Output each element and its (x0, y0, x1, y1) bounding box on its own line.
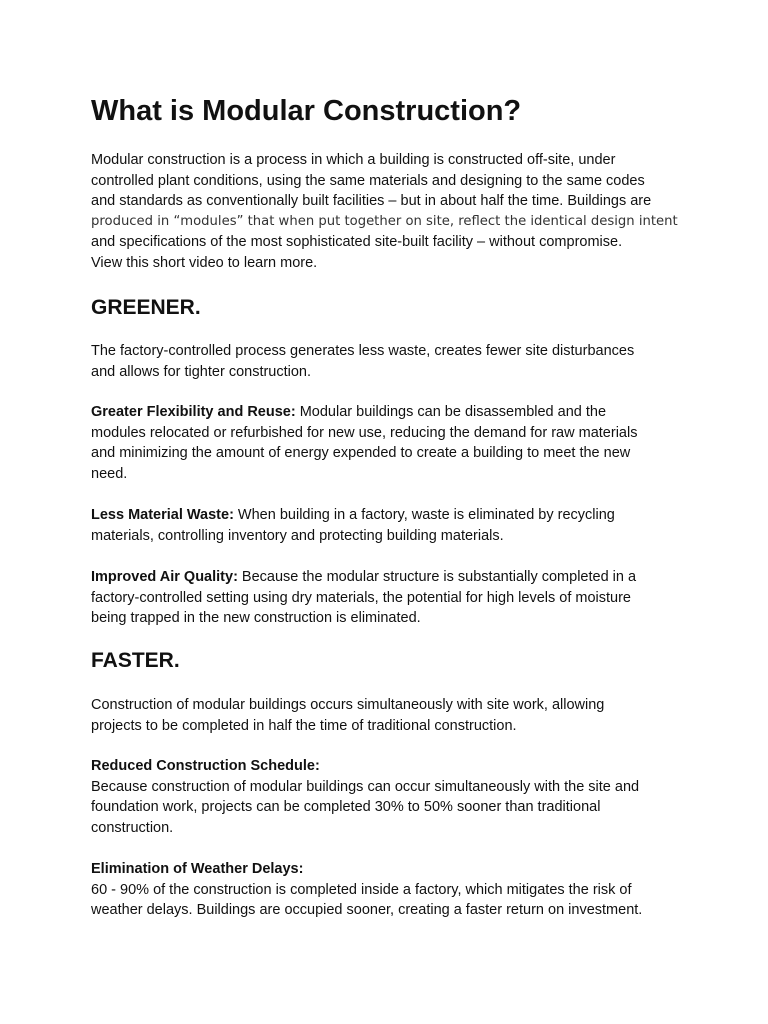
schedule-paragraph (91, 756, 681, 838)
paragraph-line: need. (91, 465, 128, 482)
paragraph-line: being trapped in the new construction is eliminated. (91, 610, 421, 627)
flexibility-text: Modular buildings can be disassembled and the (295, 404, 607, 420)
air-quality-text: Because the modular structure is substantially completed in a (237, 569, 637, 585)
flexibility-label: Greater Flexibility and Reuse: (91, 404, 296, 420)
waste-text: When building in a factory, waste is eliminated by recycling (233, 507, 615, 523)
intro-line: View this short video to learn more. (91, 254, 318, 271)
faster-heading: FASTER. (91, 649, 180, 672)
intro-line: and standards as conventionally built facilities – but in about half the time. Buildings are (91, 193, 652, 210)
intro-line: produced in “modules” that when put together on site, reflect the identical design intent (91, 213, 678, 229)
waste-paragraph (91, 505, 681, 546)
paragraph-line (91, 402, 681, 423)
weather-paragraph (91, 859, 681, 921)
paragraph-line: modules relocated or refurbished for new use, reducing the demand for raw materials (91, 424, 638, 441)
flexibility-paragraph (91, 402, 681, 484)
paragraph-line: Because construction of modular buildings can occur simultaneously with the site and (91, 778, 640, 795)
paragraph-line (91, 567, 681, 588)
waste-label: Less Material Waste: (91, 507, 234, 523)
air-quality-label: Improved Air Quality: (91, 569, 238, 585)
greener-heading: GREENER. (91, 296, 201, 319)
intro-line: controlled plant conditions, using the same materials and designing to the same codes (91, 172, 645, 189)
paragraph-line: weather delays. Buildings are occupied sooner, creating a faster return on investment. (91, 902, 643, 919)
intro-line: and specifications of the most sophisticated site-built facility – without compromise. (91, 234, 623, 251)
weather-label: Elimination of Weather Delays: (91, 861, 304, 877)
schedule-label: Reduced Construction Schedule: (91, 758, 320, 774)
paragraph-line: foundation work, projects can be completed 30% to 50% sooner than traditional (91, 799, 601, 816)
paragraph-line: 60 - 90% of the construction is completed inside a factory, which mitigates the risk of (91, 881, 632, 898)
greener-summary (91, 341, 681, 382)
summary-line: and allows for tighter construction. (91, 363, 312, 380)
summary-line: The factory-controlled process generates less waste, creates fewer site disturbances (91, 343, 635, 359)
summary-line: projects to be completed in half the time of traditional construction. (91, 717, 517, 734)
paragraph-line: construction. (91, 819, 174, 836)
paragraph-line: factory-controlled setting using dry materials, the potential for high levels of moisture (91, 589, 631, 606)
paragraph-line: materials, controlling inventory and protecting building materials. (91, 527, 504, 544)
intro-paragraph (91, 150, 681, 274)
paragraph-line: and minimizing the amount of energy expended to create a building to meet the new (91, 445, 631, 462)
intro-line: Modular construction is a process in which a building is constructed off-site, under (91, 152, 616, 168)
faster-summary (91, 695, 681, 736)
summary-line: Construction of modular buildings occurs simultaneously with site work, allowing (91, 697, 605, 713)
air-quality-paragraph (91, 567, 681, 629)
paragraph-line (91, 505, 681, 526)
page-title: What is Modular Construction? (91, 95, 522, 127)
